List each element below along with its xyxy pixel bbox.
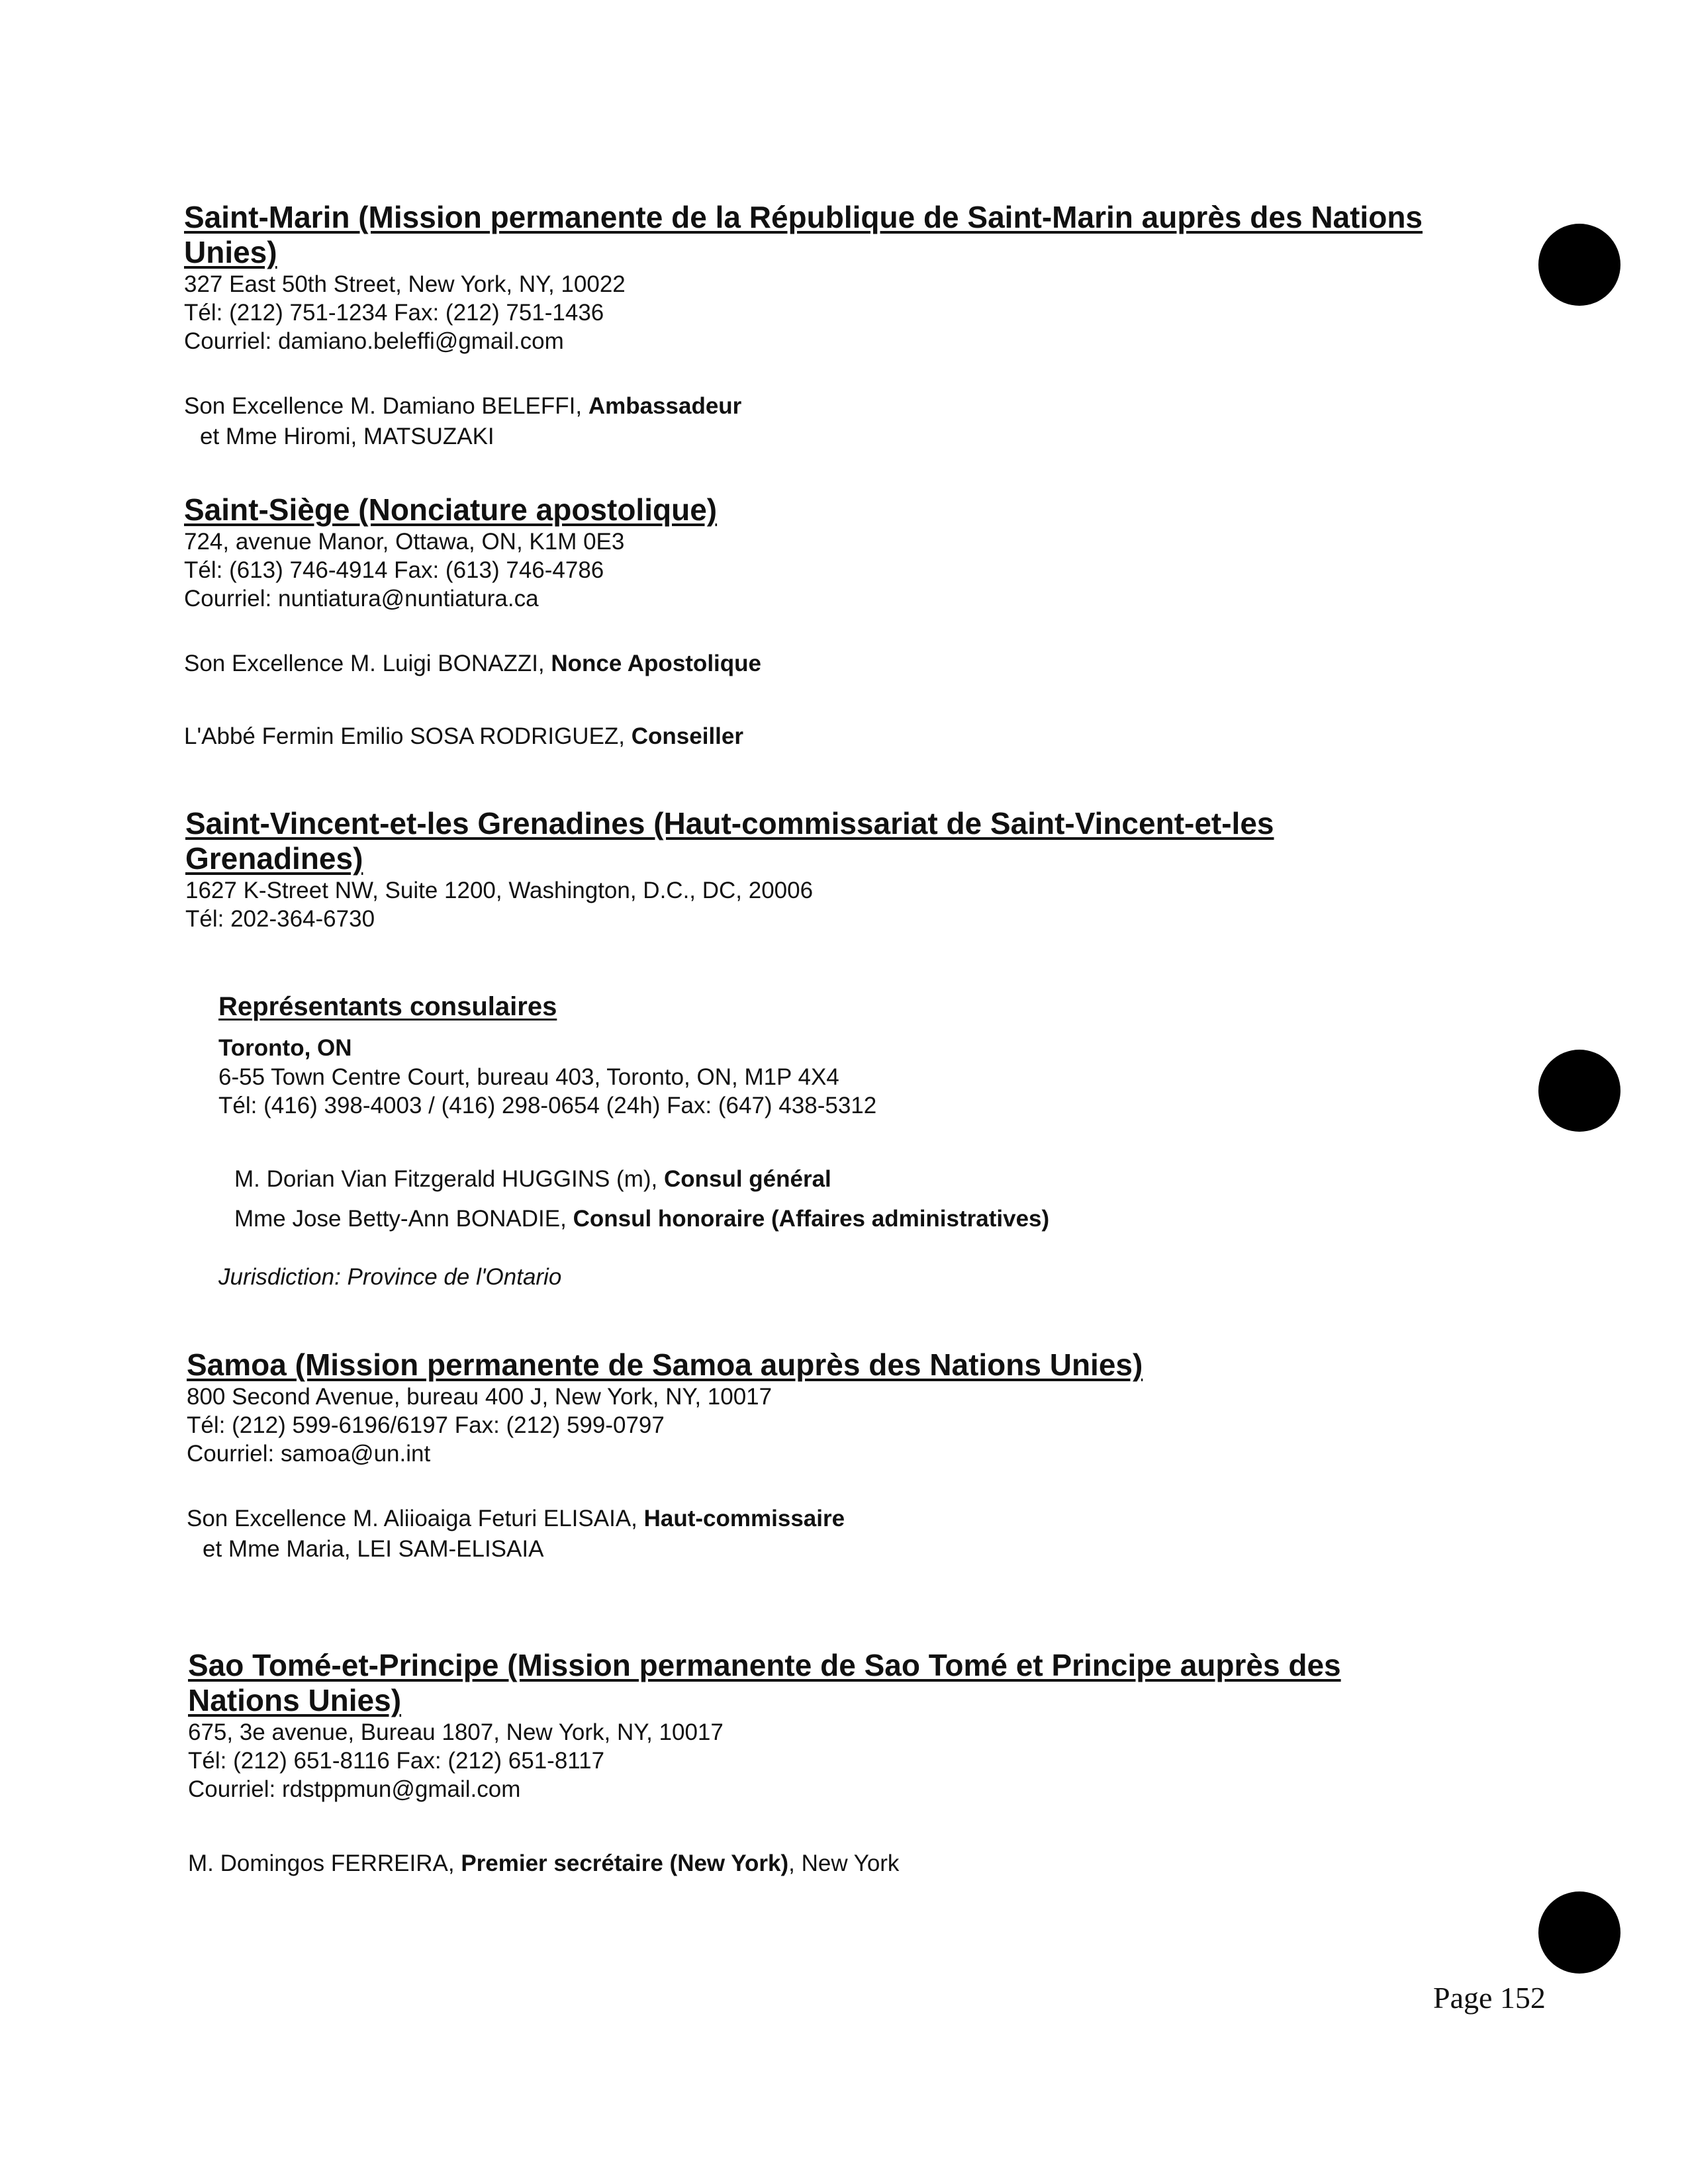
person-role: Consul général: [663, 1166, 831, 1192]
entry-saint-siege: [184, 492, 1442, 752]
person-spouse: et Mme Maria, LEI SAM-ELISAIA: [203, 1536, 544, 1562]
person-name: Mme Jose Betty-Ann BONADIE,: [234, 1206, 573, 1232]
entry-phone: Tél: 202-364-6730: [185, 906, 375, 932]
entry-phone: Tél: (212) 599-6196/6197 Fax: (212) 599-0797: [187, 1412, 665, 1438]
entry-address: 675, 3e avenue, Bureau 1807, New York, NY, 10017: [188, 1719, 724, 1745]
entry-title: Saint-Vincent-et-les Grenadines (Haut-commissariat de Saint-Vincent-et-les Grenadines): [185, 806, 1274, 876]
person-role: Haut-commissaire: [643, 1506, 845, 1531]
person-suffix: , New York: [788, 1850, 900, 1876]
punch-hole-bottom: [1538, 1891, 1620, 1974]
person-line: [234, 1199, 1476, 1239]
person-name: M. Domingos FERREIRA,: [188, 1850, 461, 1876]
person-spouse: et Mme Hiromi, MATSUZAKI: [200, 424, 494, 449]
entry-title: Samoa (Mission permanente de Samoa auprès des Nations Unies): [187, 1347, 1143, 1382]
entry-email: Courriel: nuntiatura@nuntiatura.ca: [184, 586, 539, 612]
entry-email: Courriel: damiano.beleffi@gmail.com: [184, 328, 564, 354]
entry-phone: Tél: (212) 751-1234 Fax: (212) 751-1436: [184, 300, 604, 326]
person-role: Consul honoraire (Affaires administratives): [573, 1206, 1050, 1232]
person-line: [187, 1504, 1444, 1534]
person-name: Son Excellence M. Luigi BONAZZI,: [184, 651, 551, 676]
person-role: Premier secrétaire (New York): [461, 1850, 789, 1876]
person-line: [184, 649, 1442, 679]
person-name: Son Excellence M. Aliioaiga Feturi ELISAIA,: [187, 1506, 644, 1531]
person-line: [184, 721, 1442, 752]
entry-samoa: [187, 1347, 1444, 1565]
entry-saint-vincent: [185, 806, 1443, 933]
punch-hole-top: [1538, 224, 1620, 306]
entry-title: Saint-Siège (Nonciature apostolique): [184, 492, 718, 527]
person-name: M. Dorian Vian Fitzgerald HUGGINS (m),: [234, 1166, 664, 1192]
person-role: Conseiller: [631, 723, 743, 749]
person-line: [184, 391, 1442, 422]
consular-phone: Tél: (416) 398-4003 / (416) 298-0654 (24h) Fax: (647) 438-5312: [218, 1093, 877, 1118]
consular-city: Toronto, ON: [218, 1035, 352, 1061]
person-line: [188, 1848, 1446, 1879]
consular-address: 6-55 Town Centre Court, bureau 403, Toronto, ON, M1P 4X4: [218, 1064, 839, 1090]
entry-email: Courriel: samoa@un.int: [187, 1441, 431, 1467]
person-role: Nonce Apostolique: [551, 651, 761, 676]
entry-phone: Tél: (613) 746-4914 Fax: (613) 746-4786: [184, 557, 604, 583]
entry-address: 1627 K-Street NW, Suite 1200, Washington, D.C., DC, 20006: [185, 878, 814, 903]
entry-saint-marin: [184, 200, 1442, 452]
person-name: L'Abbé Fermin Emilio SOSA RODRIGUEZ,: [184, 723, 632, 749]
consular-people: [218, 1160, 1476, 1239]
consular-heading: Représentants consulaires: [218, 992, 557, 1021]
consular-section: [218, 990, 1476, 1292]
entry-title: Saint-Marin (Mission permanente de la République de Saint-Marin auprès des Nations Unies): [184, 200, 1423, 269]
person-line: [234, 1160, 1476, 1199]
page-number: Page 152: [1433, 1981, 1546, 2015]
entry-address: 724, avenue Manor, Ottawa, ON, K1M 0E3: [184, 529, 625, 555]
consular-jurisdiction: Jurisdiction: Province de l'Ontario: [218, 1264, 562, 1290]
entry-phone: Tél: (212) 651-8116 Fax: (212) 651-8117: [188, 1748, 605, 1774]
person-role: Ambassadeur: [588, 393, 742, 419]
entry-sao-tome: [188, 1648, 1446, 1879]
entry-address: 800 Second Avenue, bureau 400 J, New York, NY, 10017: [187, 1384, 773, 1410]
entry-title: Sao Tomé-et-Principe (Mission permanente de Sao Tomé et Principe auprès des Nations Unies): [188, 1648, 1341, 1717]
entry-email: Courriel: rdstppmun@gmail.com: [188, 1776, 521, 1802]
punch-hole-middle: [1538, 1050, 1620, 1132]
person-name: Son Excellence M. Damiano BELEFFI,: [184, 393, 588, 419]
entry-address: 327 East 50th Street, New York, NY, 10022: [184, 271, 626, 297]
